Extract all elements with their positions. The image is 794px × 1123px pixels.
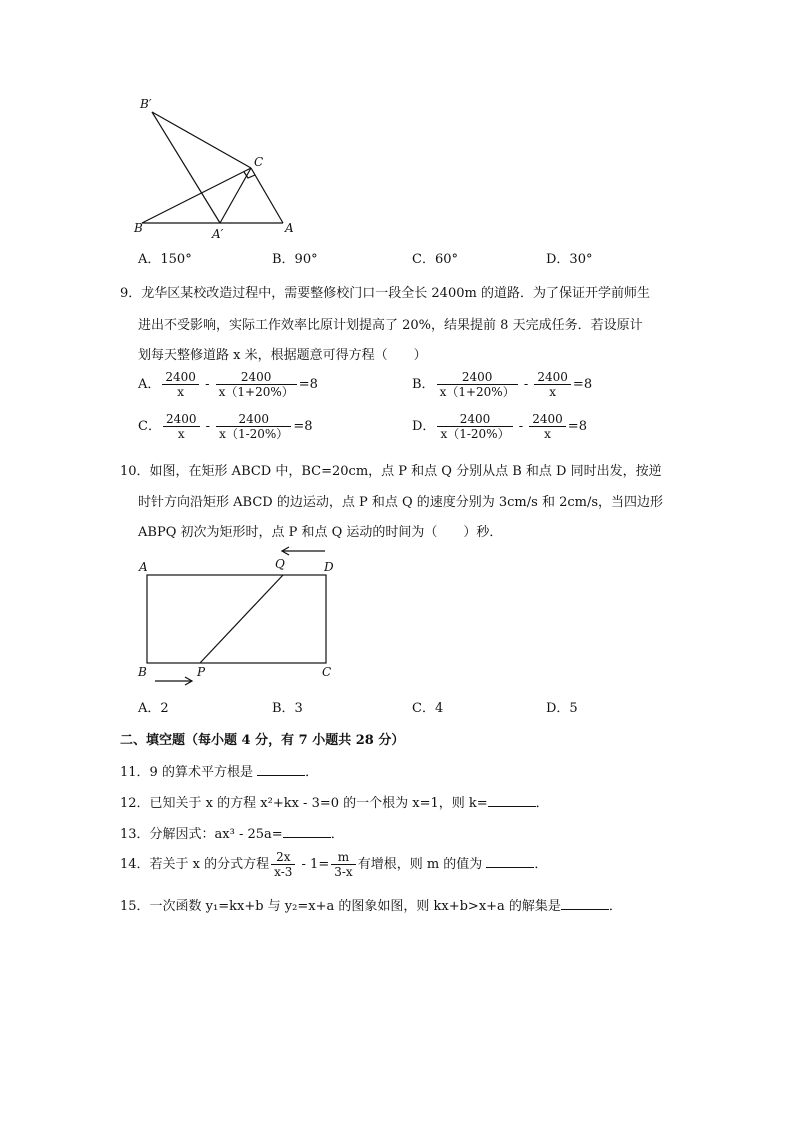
- q8-option-b: B．90°: [272, 252, 318, 267]
- label-c: C: [322, 665, 332, 679]
- answer-blank[interactable]: [486, 855, 534, 868]
- answer-blank[interactable]: [488, 794, 536, 807]
- q13: 13．分解因式：ax³ - 25a= ．: [120, 827, 344, 842]
- q10-option-d: D．5: [546, 701, 578, 716]
- q12: 12．已知关于 x 的方程 x²+kx - 3=0 的一个根为 x=1，则 k= ．: [120, 796, 549, 811]
- q9-option-c: C． $\frac{2400}{x}$ - $\frac{2400}{x(1-20\%)}$ =8: [138, 412, 313, 441]
- q9-line-1: 9．龙华区某校改造过程中，需要整修校门口一段全长 2400m 的道路．为了保证开学前师生: [120, 286, 650, 301]
- q9-option-a: A． $\frac{2400}{x}$ - $\frac{2400}{x(1+20\%)}$ =8: [138, 370, 318, 399]
- q8-option-a: A．150°: [138, 252, 192, 267]
- segment-p-q: [200, 575, 283, 663]
- rectangle-abcd: [147, 575, 326, 663]
- answer-blank[interactable]: [257, 763, 305, 776]
- segment-c-a: [251, 168, 283, 223]
- answer-blank[interactable]: [283, 825, 331, 838]
- section-2-title: 二、填空题（每小题 4 分，有 7 小题共 28 分）: [120, 733, 405, 748]
- label-b: B: [134, 221, 143, 235]
- rectangle-figure: [130, 540, 350, 690]
- q9-line-2: 进出不受影响，实际工作效率比原计划提高了 20%，结果提前 8 天完成任务．若设原计: [138, 318, 643, 333]
- q14: 14．若关于 x 的分式方程 $\frac{2x}{x-3}$ - 1= $\frac{m}{3-x}$ 有增根，则 m 的值为 ．: [120, 850, 548, 879]
- q8-option-c: C．60°: [412, 252, 458, 267]
- q9-option-d: D． $\frac{2400}{x(1-20\%)}$ - $\frac{2400}{x}$ =8: [412, 412, 587, 441]
- q10-option-a: A．2: [138, 701, 169, 716]
- label-b: B: [138, 665, 147, 679]
- label-a: A: [139, 560, 148, 574]
- q10-line-3: ABPQ 初次为矩形时，点 P 和点 Q 运动的时间为（ ）秒．: [138, 525, 503, 540]
- answer-blank[interactable]: [561, 897, 609, 910]
- q11: 11．9 的算术平方根是 ．: [120, 765, 319, 780]
- q8-option-d: D．30°: [546, 252, 593, 267]
- q9-option-b: B． $\frac{2400}{x(1+20\%)}$ - $\frac{2400}{x}$ =8: [412, 370, 593, 399]
- q15: 15．一次函数 y₁=kx+b 与 y₂=x+a 的图象如图，则 kx+b>x+a 的解集是 ．: [120, 899, 622, 914]
- label-c: C: [254, 155, 264, 169]
- q10-option-b: B．3: [272, 701, 303, 716]
- segment-b-c: [142, 168, 251, 223]
- label-p: P: [197, 665, 206, 679]
- label-a: A: [285, 221, 294, 235]
- label-d: D: [324, 560, 334, 574]
- triangle-figure: [130, 92, 300, 242]
- label-a-prime: A′: [212, 227, 224, 241]
- label-b-prime: B′: [140, 97, 152, 111]
- segment-bp-c: [152, 112, 251, 168]
- q10-option-c: C．4: [412, 701, 444, 716]
- q9-line-3: 划每天整修道路 x 米，根据题意可得方程（ ）: [138, 348, 427, 363]
- q10-line-2: 时针方向沿矩形 ABCD 的边运动，点 P 和点 Q 的速度分别为 3cm/s 和 2cm/s，当四边形: [138, 495, 664, 510]
- label-q: Q: [275, 557, 285, 571]
- q10-line-1: 10．如图，在矩形 ABCD 中，BC=20cm，点 P 和点 Q 分别从点 B 和点 D 同时出发，按逆: [120, 464, 662, 479]
- segment-bp-ap: [152, 112, 220, 223]
